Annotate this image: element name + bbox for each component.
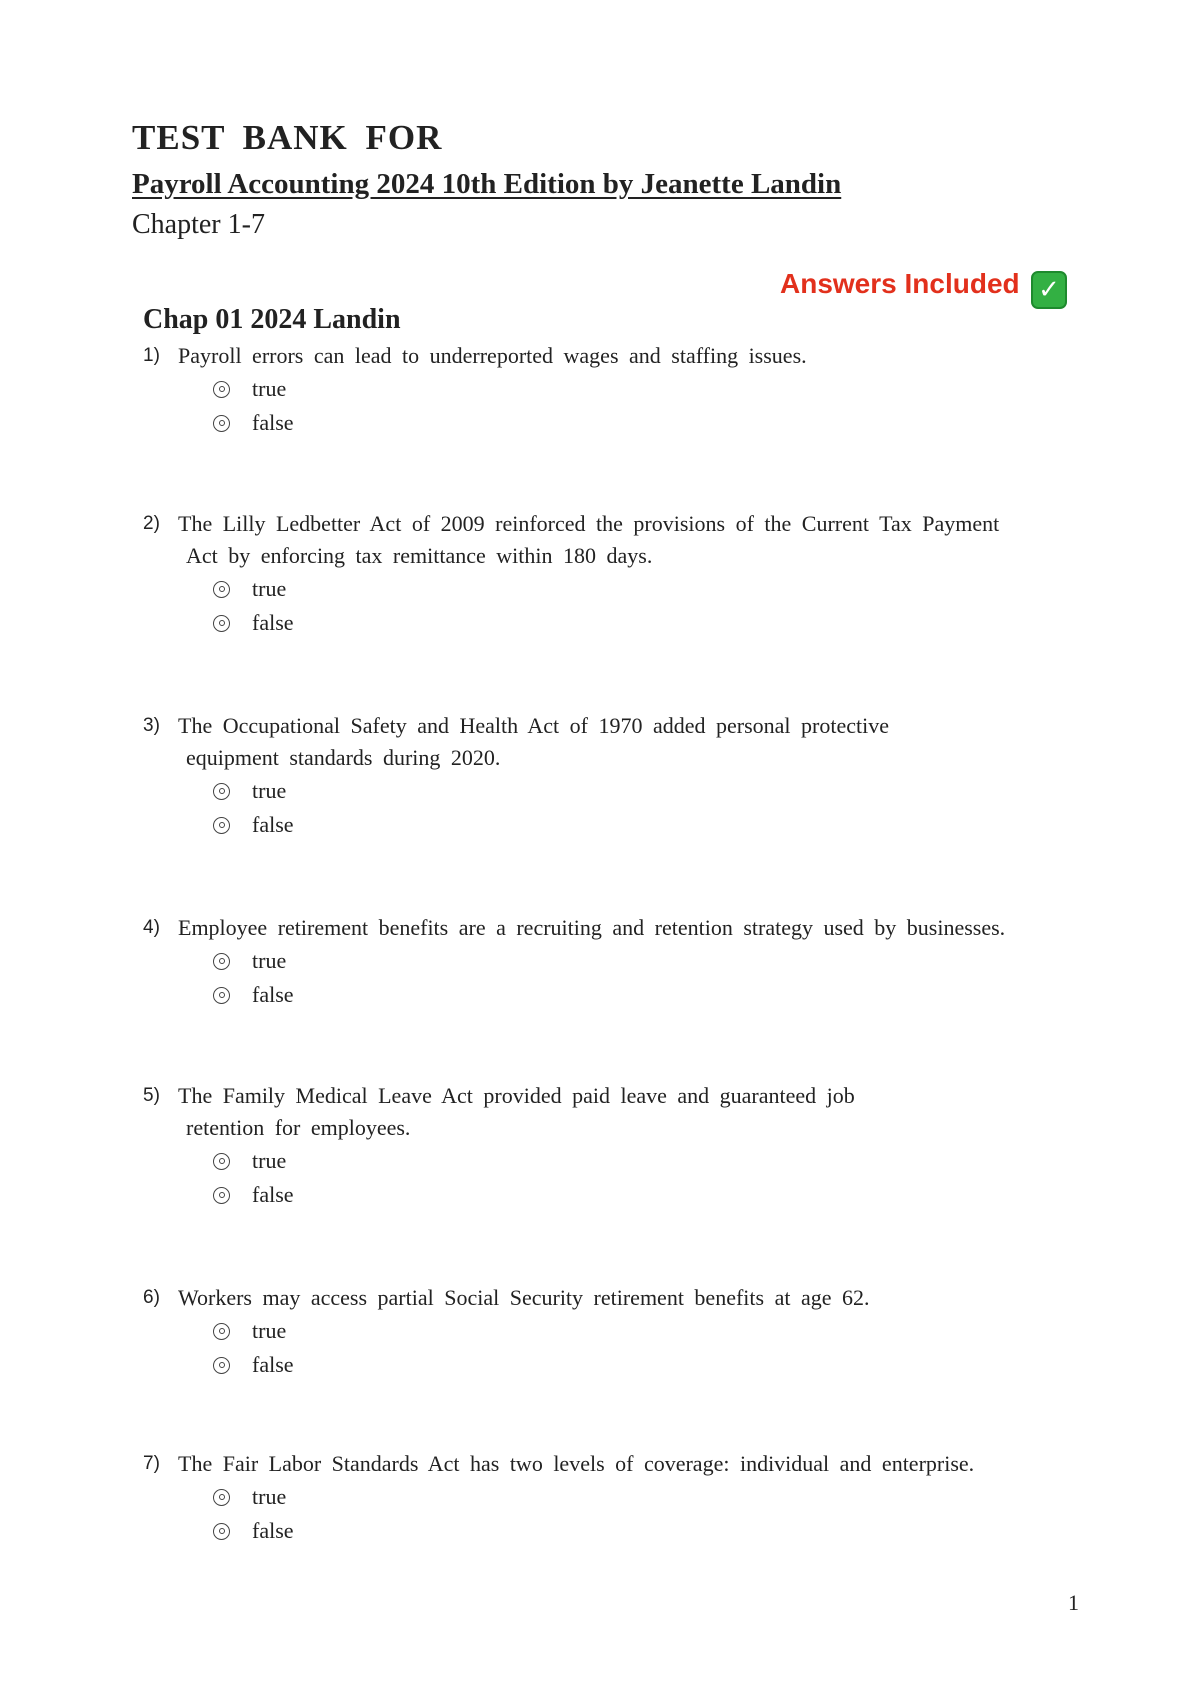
question-text: Workers may access partial Social Security retirement benefits at age 62. [178, 1285, 870, 1310]
option-label: true [252, 948, 287, 973]
option-false[interactable] [213, 606, 1063, 640]
radio-icon[interactable] [213, 1357, 230, 1374]
option-label: true [252, 778, 287, 803]
option-label: false [252, 1182, 294, 1207]
option-label: false [252, 610, 294, 635]
question-number: 2) [143, 513, 160, 534]
radio-icon[interactable] [213, 381, 230, 398]
question-number: 6) [143, 1287, 160, 1308]
option-label: false [252, 812, 294, 837]
option-label: false [252, 1518, 294, 1543]
question-number: 5) [143, 1085, 160, 1106]
option-true[interactable] [213, 944, 1063, 978]
question-text: The Fair Labor Standards Act has two levels of coverage: individual and enterprise. [178, 1451, 975, 1476]
radio-icon[interactable] [213, 615, 230, 632]
option-label: false [252, 982, 294, 1007]
question [143, 340, 1063, 440]
radio-icon[interactable] [213, 415, 230, 432]
option-false[interactable] [213, 1178, 1063, 1212]
radio-icon[interactable] [213, 581, 230, 598]
question-number: 7) [143, 1453, 160, 1474]
option-true[interactable] [213, 572, 1063, 606]
question [143, 912, 1063, 1012]
chapter-range: Chapter 1-7 [132, 209, 265, 240]
section-title: Chap 01 2024 Landin [143, 304, 401, 335]
question-number: 1) [143, 345, 160, 366]
question-number: 4) [143, 917, 160, 938]
question [143, 508, 1063, 640]
radio-icon[interactable] [213, 1323, 230, 1340]
option-true[interactable] [213, 774, 1063, 808]
page-title: TEST BANK FOR [132, 118, 443, 157]
radio-icon[interactable] [213, 783, 230, 800]
question [143, 1448, 1063, 1548]
question-text: Employee retirement benefits are a recruiting and retention strategy used by businesses. [178, 915, 1006, 940]
question [143, 1282, 1063, 1382]
question [143, 1080, 1063, 1212]
option-label: true [252, 1484, 287, 1509]
radio-icon[interactable] [213, 1187, 230, 1204]
option-label: false [252, 1352, 294, 1377]
option-label: true [252, 376, 287, 401]
question-number: 3) [143, 715, 160, 736]
option-true[interactable] [213, 1314, 1063, 1348]
page-number: 1 [1068, 1590, 1079, 1615]
option-label: false [252, 410, 294, 435]
option-false[interactable] [213, 808, 1063, 842]
radio-icon[interactable] [213, 1489, 230, 1506]
book-title: Payroll Accounting 2024 10th Edition by Jeanette Landin [132, 168, 842, 200]
check-mark-icon: ✓ [1031, 271, 1067, 309]
option-false[interactable] [213, 978, 1063, 1012]
question [143, 710, 1063, 842]
option-label: true [252, 1148, 287, 1173]
option-false[interactable] [213, 1348, 1063, 1382]
radio-icon[interactable] [213, 953, 230, 970]
radio-icon[interactable] [213, 1523, 230, 1540]
radio-icon[interactable] [213, 1153, 230, 1170]
radio-icon[interactable] [213, 987, 230, 1004]
answers-included-badge: Answers Included [780, 268, 1020, 299]
question-text: The Occupational Safety and Health Act of 1970 added personal protective equipment standards during 2020. [178, 713, 889, 770]
question-text: The Family Medical Leave Act provided paid leave and guaranteed job retention for employees. [178, 1083, 855, 1140]
option-false[interactable] [213, 406, 1063, 440]
option-label: true [252, 576, 287, 601]
option-true[interactable] [213, 1480, 1063, 1514]
radio-icon[interactable] [213, 817, 230, 834]
question-text: Payroll errors can lead to underreported wages and staffing issues. [178, 343, 807, 368]
option-true[interactable] [213, 1144, 1063, 1178]
option-true[interactable] [213, 372, 1063, 406]
option-false[interactable] [213, 1514, 1063, 1548]
option-label: true [252, 1318, 287, 1343]
question-text: The Lilly Ledbetter Act of 2009 reinforced the provisions of the Current Tax Payment Act by enforcing tax remittance within 180 days. [178, 511, 1000, 568]
